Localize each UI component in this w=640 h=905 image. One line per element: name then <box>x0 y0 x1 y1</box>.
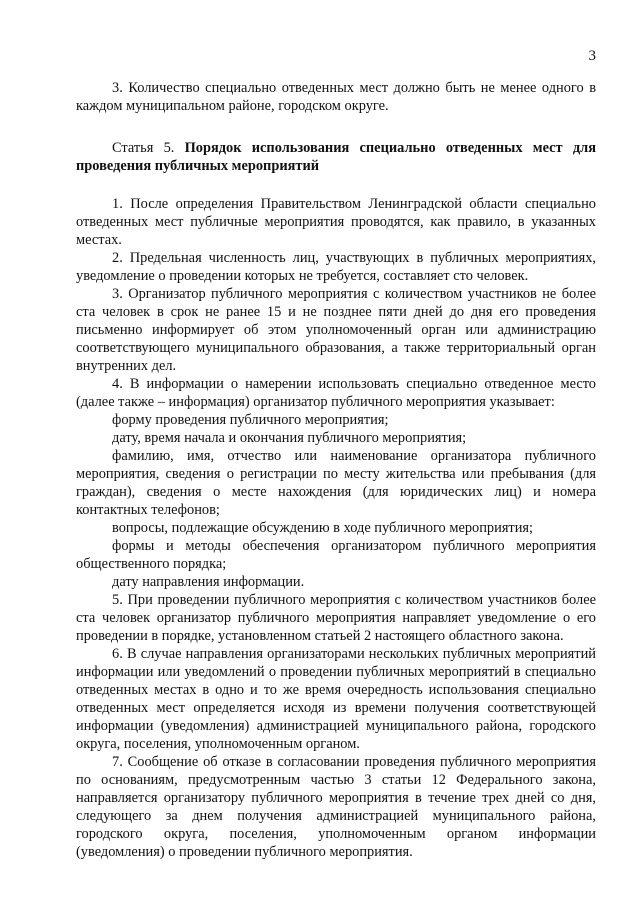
document-body <box>76 79 596 861</box>
paragraph: 7. Сообщение об отказе в согласовании проведения публичного мероприятия по основаниям, предусмотренным частью 3 статьи 12 Федерального закона, направляется организатору публичного мероприятия в течение трех дней со дня, следующего за днем получения администрацией муниципального района, городского округа, поселения, уполномоченным органом информации (уведомления) о проведении публичного мероприятия. <box>76 754 596 860</box>
list-item: дату направления информации. <box>112 574 305 590</box>
article-prefix: Статья 5. <box>112 140 175 156</box>
paragraph: 6. В случае направления организаторами нескольких публичных мероприятий информации или уведомлений о проведении публичных мероприятий в специально отведенных местах в одно и то же время очередность использования специально отведенных мест определяется исходя из времени получения соответствующей информации (уведомления) администрацией муниципального района, городского округа, поселения, уполномоченным органом. <box>76 646 596 752</box>
article-title: Порядок использования специально отведенных мест для проведения публичных мероприятий <box>76 140 596 174</box>
paragraph: 3. Организатор публичного мероприятия с количеством участников не более ста человек в срок не ранее 15 и не позднее пяти дней до дня его проведения письменно информирует об этом уполномоченный орган или администрацию соответствующего муниципального образования, а также территориальный орган внутренних дел. <box>76 286 596 374</box>
paragraph: 1. После определения Правительством Ленинградской области специально отведенных мест публичные мероприятия проводятся, как правило, в указанных местах. <box>76 196 596 248</box>
list-item: фамилию, имя, отчество или наименование организатора публичного мероприятия, сведения о регистрации по месту жительства или пребывания (для граждан), сведения о месте нахождения (для юридических лиц) и номера контактных телефонов; <box>76 448 596 518</box>
list-item: формы и методы обеспечения организатором публичного мероприятия общественного порядка; <box>76 538 596 572</box>
page-number: 3 <box>588 48 596 64</box>
paragraph: 2. Предельная численность лиц, участвующих в публичных мероприятиях, уведомление о проведении которых не требуется, составляет сто человек. <box>76 250 596 284</box>
list-item: форму проведения публичного мероприятия; <box>112 412 389 428</box>
list-item: вопросы, подлежащие обсуждению в ходе публичного мероприятия; <box>112 520 534 536</box>
paragraph-item-3: 3. Количество специально отведенных мест должно быть не менее одного в каждом муниципальном районе, городском округе. <box>76 80 596 114</box>
list-item: дату, время начала и окончания публичного мероприятия; <box>112 430 467 446</box>
article-heading <box>76 139 596 175</box>
paragraph: 5. При проведении публичного мероприятия с количеством участников более ста человек организатор публичного мероприятия направляет уведомление о его проведении в порядке, установленном статьей 2 настоящего областного закона. <box>76 592 596 644</box>
paragraph: 4. В информации о намерении использовать специально отведенное место (далее также – информация) организатор публичного мероприятия указывает: <box>76 376 596 410</box>
